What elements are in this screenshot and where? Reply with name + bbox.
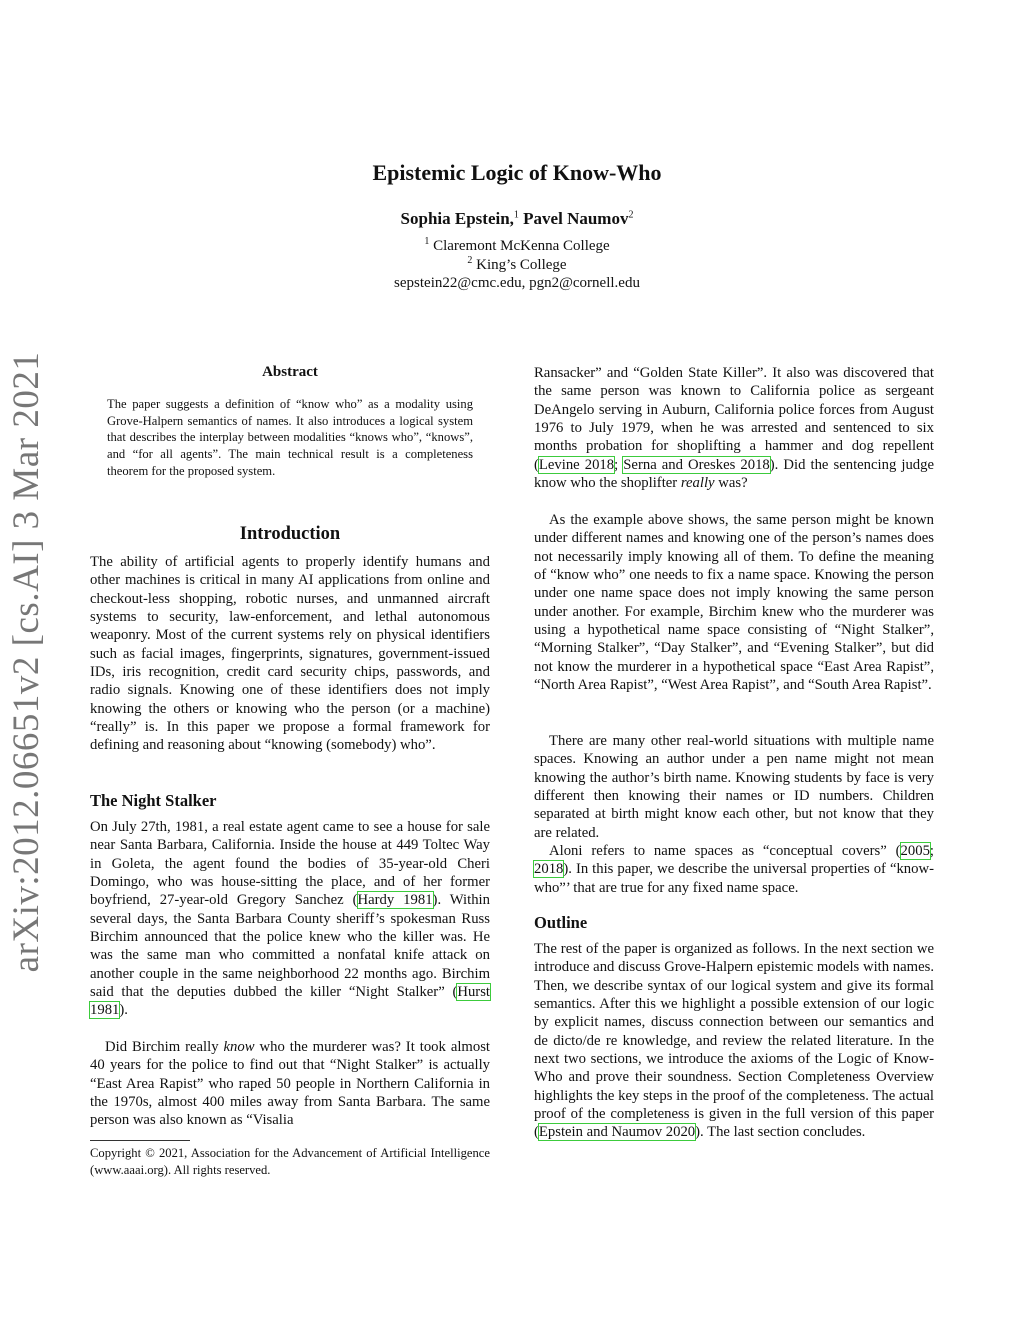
night-stalker-paragraph-5: [534, 842, 934, 897]
affiliation-2-mark: 2: [467, 255, 473, 266]
introduction-heading: Introduction: [239, 524, 341, 544]
ns-p2c-emphasis-really: really: [680, 475, 715, 492]
author-emails: sepstein22@cmc.edu, pgn2@cornell.edu: [394, 275, 640, 291]
night-stalker-paragraph-1: [90, 818, 490, 1020]
copyright-footnote: Copyright © 2021, Association for the Advancement of Artificial Intelligence (www.aaai.org). All rights reserved.: [90, 1146, 490, 1177]
outline-text-b: ). The last section concludes.: [695, 1124, 866, 1141]
introduction-paragraph: The ability of artificial agents to properly identify humans and other machines is critical in many AI applications from online and checkout-less shopping, robotic nurses, and unmanned aircraft systems to security, law-enforcement, and lethal autonomous weaponry. Most of the current systems rely on physical identifiers such as facial images, fingerprints, signatures, government-issued IDs, iris recognition, credit card security chips, passwords, and radio signals. Knowing one of these identifiers does not imply knowing the others or knowing who the person (or a machine) “really” is. In this paper we propose a formal framework for defining and reasoning about “knowing (somebody) who”.: [90, 554, 490, 754]
author-1: Sophia Epstein,: [400, 209, 514, 228]
ns-p2c-text-b: ). Did the sentencing judge know who the shoplifter: [534, 456, 934, 492]
night-stalker-paragraph-3: As the example above shows, the same person might be known under different names and knowing one of the person’s names does not necessarily imply knowing all of them. To define the meaning of “know who” one needs to fix a name space. Knowing the person under one name space does not imply knowing the same person under another. For example, Birchim knew who the murderer was using a hypothetical name space consisting of “Night Stalker”, “Morning Stalker”, “Day Stalker”, and “Evening Stalker”, but did not know the murderer in a hypothetical space “East Area Rapist”, “North Area Rapist”, “West Area Rapist”, and “South Area Rapist”.: [534, 512, 934, 694]
affiliation-1: [0, 238, 1024, 255]
ns-p2-text-a: Did Birchim really: [105, 1039, 224, 1055]
author-line: [0, 209, 1024, 229]
author-1-affil-mark: 1: [513, 209, 519, 221]
night-stalker-paragraph-4: There are many other real-world situations with multiple name spaces. Knowing an author under a pen name might not mean knowing the author’s birth name. Knowing students by face is very different then knowing their names or ID numbers. Children separated at birth might know each other, but not know that they are related.: [534, 733, 934, 841]
ns-p5-text-a: Aloni refers to name spaces as “conceptual covers” (: [549, 843, 901, 859]
ns-p1-text-b: ). Within several days, the Santa Barbara County sheriff’s spokesman Russ Birchim announced that the police knew who the killer was. He was the same man who committed a nonfatal knife attack on another couple in the same neighborhood 22 months ago. Birchim said that the deputies dubbed the killer “Night Stalker” (: [90, 892, 490, 1001]
citation-levine-2018[interactable]: Levine 2018: [538, 456, 615, 473]
affiliation-2-name: King’s College: [476, 257, 567, 273]
arxiv-sidebar-id: arXiv:2012.06651v2 [cs.AI] 3 Mar 2021: [6, 351, 47, 973]
author-2-affil-mark: 2: [628, 209, 634, 221]
ns-p2c-text-a: Ransacker” and “Golden State Killer”. It also was discovered that the same person was known to California police as sergeant DeAngelo serving in Auburn, California police forces from August 1976 to July 1979, when he was arrested and sentenced to six months probation for shoplifting a hammer and dog repellent (: [534, 365, 934, 473]
ns-p2-text-b: who the murderer was? It took almost 40 years for the police to find out that “Night Stalker” is actually “East Area Rapist” who raped 50 people in Northern California in the 1970s, almost 400 miles away from Santa Barbara. The same person was also known as “Visalia: [90, 1039, 490, 1129]
abstract-heading: Abstract: [262, 364, 318, 380]
citation-serna-oreskes-2018[interactable]: Serna and Oreskes 2018: [623, 456, 770, 473]
outline-heading: Outline: [534, 913, 588, 932]
ns-p1-text-c: ).: [119, 1002, 128, 1019]
night-stalker-heading: The Night Stalker: [90, 791, 217, 810]
affiliation-2: [0, 257, 1024, 274]
night-stalker-paragraph-2-continued: [534, 364, 934, 492]
affiliation-1-name: Claremont McKenna College: [433, 238, 610, 254]
citation-aloni-2005[interactable]: 2005: [900, 843, 930, 859]
outline-paragraph: [534, 940, 934, 1142]
ns-p2c-sep: ;: [614, 456, 624, 473]
author-2: Pavel Naumov: [523, 209, 629, 228]
ns-p2-emphasis-know: know: [223, 1039, 255, 1055]
citation-aloni-2018[interactable]: 2018: [534, 861, 564, 878]
paper-title: Epistemic Logic of Know-Who: [372, 160, 662, 185]
outline-text-a: The rest of the paper is organized as follows. In the next section we introduce and discuss Grove-Halpern epistemic models with names. Then, we describe syntax of our logical system and give its formal semantics. After this we highlight a possible extension of our logic by explicit names, discuss connection between our semantics and de dicto/de re knowledge, and review the related literature. In the next two sections, we introduce the axioms of the Logic of Know-Who and prove their soundness. Section Completeness Overview highlights the key steps in the proof of the completeness. The actual proof of the completeness is given in the full version of this paper (: [534, 941, 934, 1141]
ns-p5-sep: ;: [929, 843, 934, 859]
ns-p1-text-a: On July 27th, 1981, a real estate agent came to see a house for sale near Santa Barbara, California. Inside the house at 449 Toltec Way in Goleta, the agent found the bodies of 35-year-old Cheri Domingo, who was house-sitting the place, and of her former boyfriend, 27-year-old Gregory Sanchez (: [90, 819, 490, 909]
citation-hurst-1981[interactable]: Hurst 1981: [90, 984, 490, 1019]
ns-p2c-text-c: was?: [714, 475, 748, 492]
affiliation-1-mark: 1: [424, 236, 430, 247]
citation-hardy-1981[interactable]: Hardy 1981: [357, 892, 433, 909]
citation-epstein-naumov-2020[interactable]: Epstein and Naumov 2020: [538, 1124, 696, 1141]
footnote-divider: [90, 1140, 190, 1141]
night-stalker-paragraph-2: [90, 1038, 490, 1130]
abstract-text: The paper suggests a definition of “know who” as a modality using Grove-Halpern semantics of names. It also introduces a logical system that describes the interplay between modalities “knows who”, “knows”, and “for all agents”. The main technical result is a completeness theorem for the proposed system.: [107, 397, 473, 478]
ns-p5-text-b: ). In this paper, we describe the universal properties of “know-who”’ that are true for any fixed name space.: [534, 861, 934, 896]
